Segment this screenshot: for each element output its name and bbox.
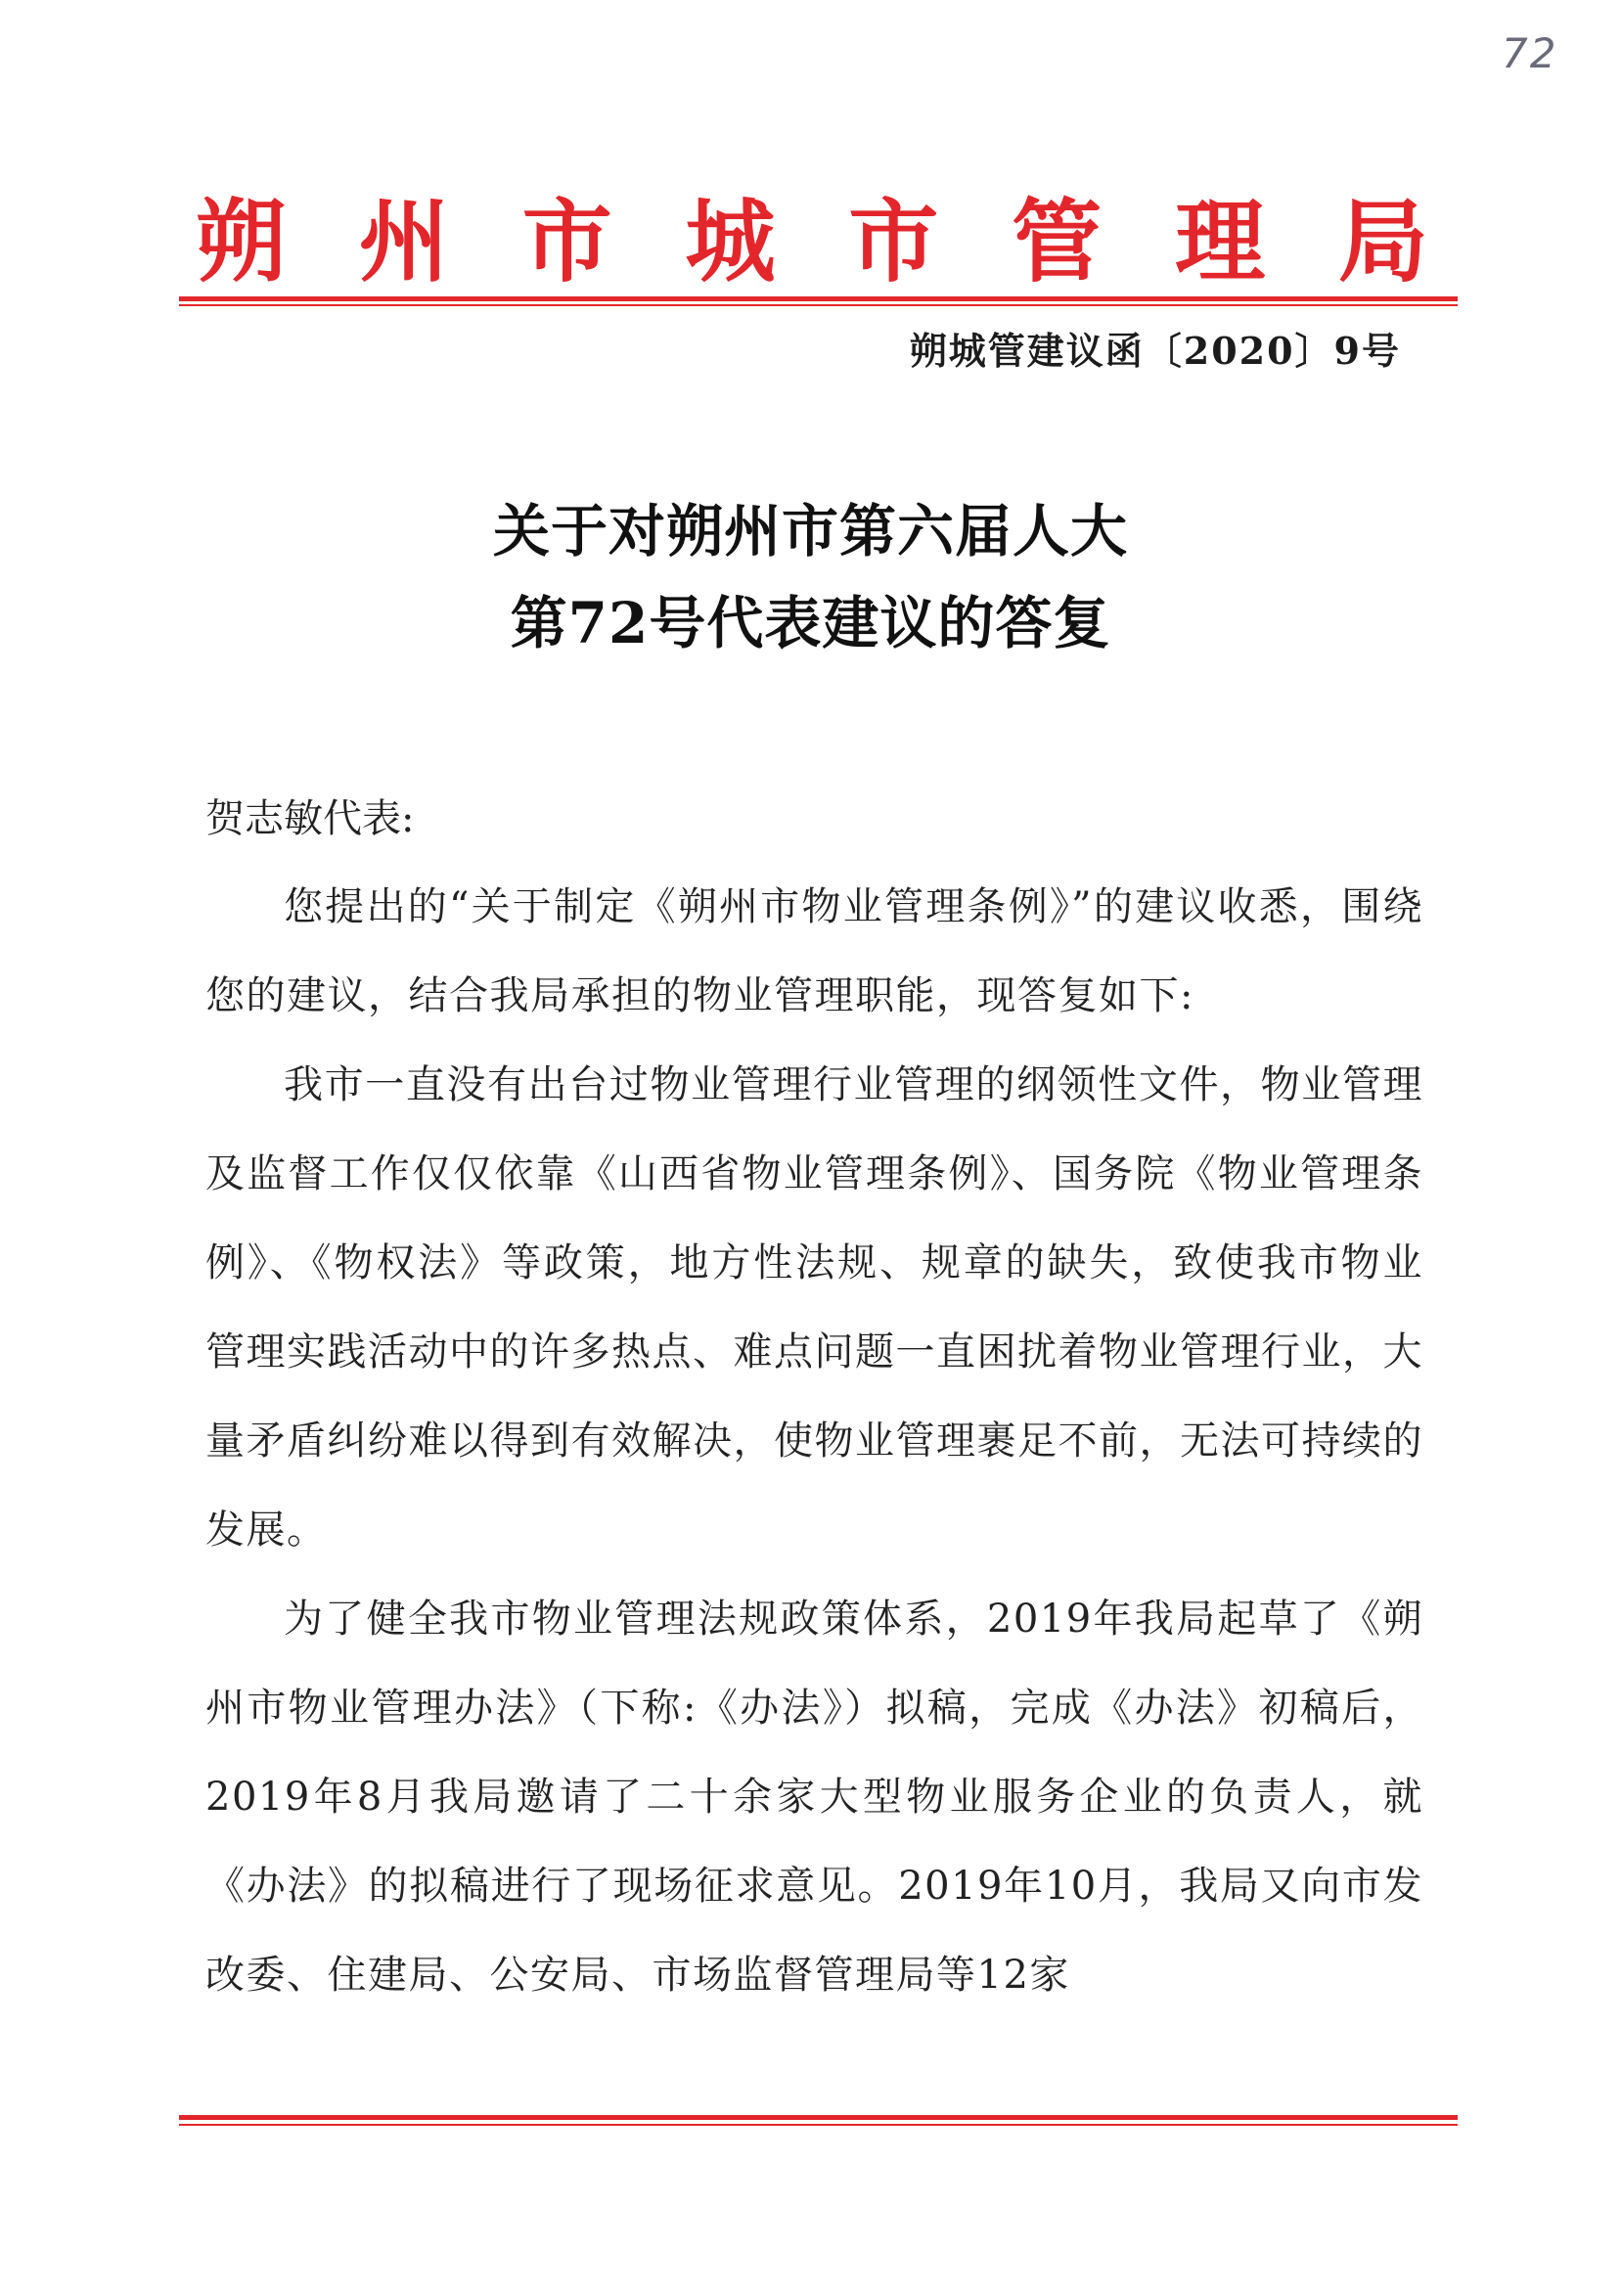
letterhead-title	[176, 181, 1448, 294]
letterhead-char: 州	[358, 189, 449, 294]
header-red-rule	[179, 296, 1458, 301]
letterhead-char: 城	[685, 189, 776, 294]
document-number: 朔城管建议函〔2020〕9号	[909, 329, 1401, 373]
handwritten-page-number: 72	[1502, 29, 1558, 77]
document-title-line-1: 关于对朔州市第六届人大	[492, 498, 1128, 564]
body-paragraph-1	[205, 863, 1423, 1041]
letterhead-char: 局	[1337, 189, 1428, 294]
footer-red-rule-thin	[179, 2124, 1458, 2126]
document-title-line-2: 第72号代表建议的答复	[510, 590, 1111, 656]
paragraph-text: 为了健全我市物业管理法规政策体系，2019年我局起草了《朔州市物业管理办法》（下称:《办法》）拟稿，完成《办法》初稿后，2019年8月我局邀请了二十余家大型物业服务企业的负责人，就《办法》的拟稿进行了现场征求意见。2019年10月，我局又向市发改委、住建局、公安局、市场监督管理局等12家	[205, 1597, 1423, 1998]
letterhead-char: 管	[1012, 189, 1103, 294]
body-paragraph-2	[205, 1041, 1423, 1575]
letterhead-char: 理	[1175, 189, 1266, 294]
footer-red-rule	[179, 2115, 1458, 2120]
letterhead-char: 市	[848, 189, 939, 294]
paragraph-text: 我市一直没有出台过物业管理行业管理的纲领性文件，物业管理及监督工作仅仅依靠《山西省物业管理条例》、国务院《物业管理条例》、《物权法》等政策，地方性法规、规章的缺失，致使我市物业管理实践活动中的许多热点、难点问题一直困扰着物业管理行业，大量矛盾纠纷难以得到有效解决，使物业管理裹足不前，无法可持续的发展。	[205, 1062, 1423, 1553]
salutation: 贺志敏代表:	[205, 796, 415, 841]
body-paragraph-3	[205, 1575, 1423, 2020]
letterhead-char: 朔	[196, 189, 287, 294]
letterhead-char: 市	[521, 189, 612, 294]
paragraph-text: 您提出的“关于制定《朔州市物业管理条例》”的建议收悉，围绕您的建议，结合我局承担的物业管理职能，现答复如下:	[205, 884, 1423, 1018]
header-red-rule-thin	[179, 304, 1458, 306]
